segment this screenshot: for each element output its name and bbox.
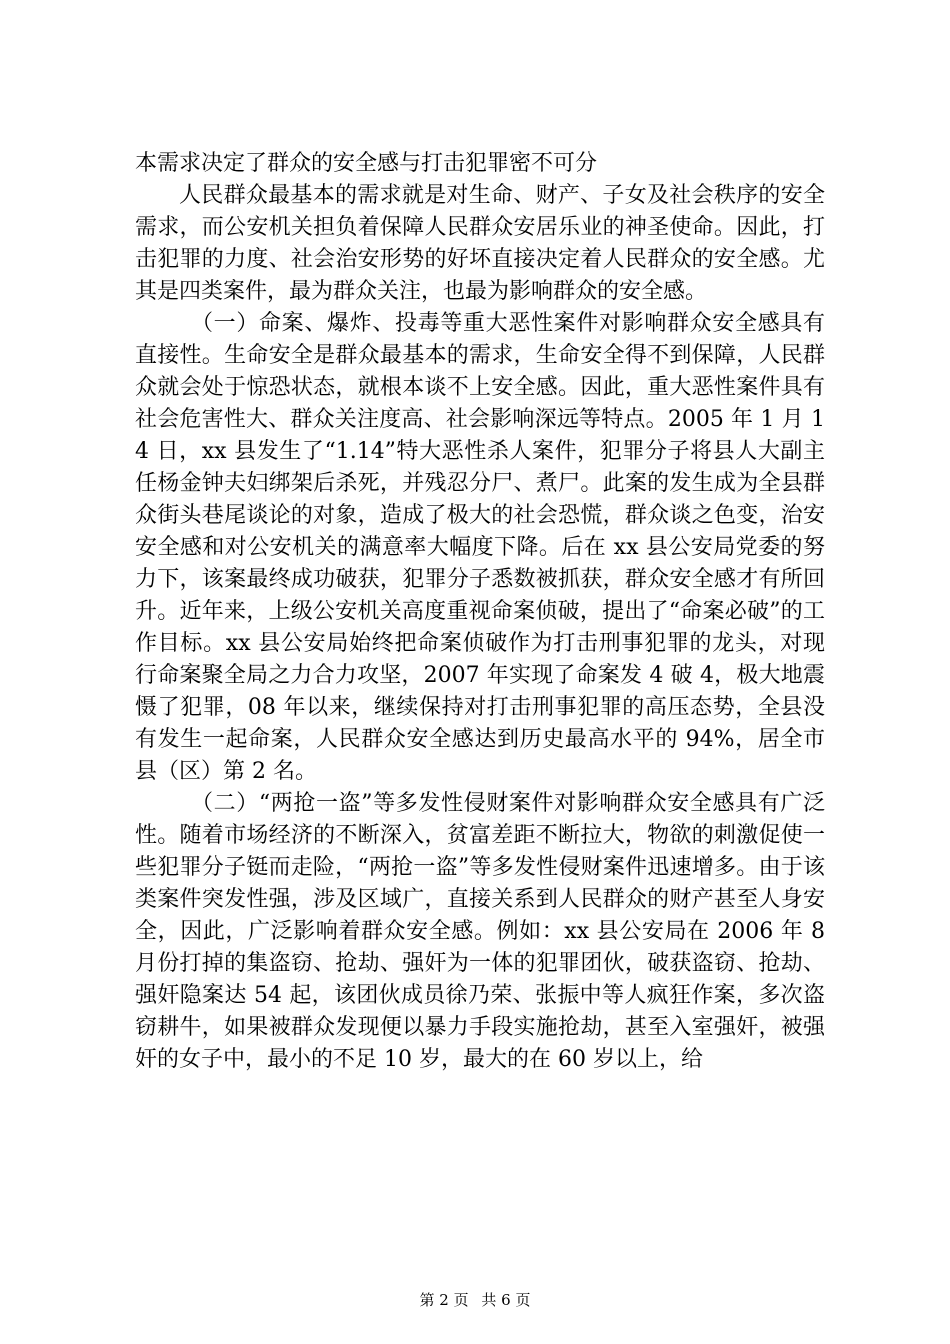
document-body: [135, 148, 825, 1076]
page-total: 共 6 页: [481, 1291, 531, 1309]
page-number: 第 2 页: [419, 1291, 469, 1309]
paragraph-continuation: 本需求决定了群众的安全感与打击犯罪密不可分: [135, 151, 598, 176]
paragraph-section-2: （二）“两抢一盗”等多发性侵财案件对影响群众安全感具有广泛性。随着市场经济的不断深入，贫富差距不断拉大，物欲的刺激促使一些犯罪分子铤而走险，“两抢一盗”等多发性侵财案件迅速增多。由于该类案件突发性强，涉及区域广，直接关系到人民群众的财产甚至人身安全，因此，广泛影响着群众安全感。例如：xx 县公安局在 2006 年 8 月份打掉的集盗窃、抢劫、强奸为一体的犯罪团伙，破获盗窃、抢劫、强奸隐案达 54 起，该团伙成员徐乃荣、张振中等人疯狂作案，多次盗窃耕牛，如果被群众发现便以暴力手段实施抢劫，甚至入室强奸，被强奸的女子中，最小的不足 10 岁，最大的在 60 岁以上，给: [135, 791, 825, 1072]
paragraph-section-1: （一）命案、爆炸、投毒等重大恶性案件对影响群众安全感具有直接性。生命安全是群众最基本的需求，生命安全得不到保障，人民群众就会处于惊恐状态，就根本谈不上安全感。因此，重大恶性案件具有社会危害性大、群众关注度高、社会影响深远等特点。2005 年 1 月 14 日，xx 县发生了“1.14”特大恶性杀人案件，犯罪分子将县人大副主任杨金钟夫妇绑架后杀死，并残忍分尸、煮尸。此案的发生成为全县群众街头巷尾谈论的对象，造成了极大的社会恐慌，群众谈之色变，治安安全感和对公安机关的满意率大幅度下降。后在 xx 县公安局党委的努力下，该案最终成功破获，犯罪分子悉数被抓获，群众安全感才有所回升。近年来，上级公安机关高度重视命案侦破，提出了“命案必破”的工作目标。xx 县公安局始终把命案侦破作为打击刑事犯罪的龙头，对现行命案聚全局之力合力攻坚，2007 年实现了命案发 4 破 4，极大地震慑了犯罪，08 年以来，继续保持对打击刑事犯罪的高压态势，全县没有发生一起命案，人民群众安全感达到历史最高水平的 94%，居全市县（区）第 2 名。: [135, 311, 825, 784]
page-footer: [0, 1290, 950, 1310]
paragraph-intro: 人民群众最基本的需求就是对生命、财产、子女及社会秩序的安全需求，而公安机关担负着保障人民群众安居乐业的神圣使命。因此，打击犯罪的力度、社会治安形势的好坏直接决定着人民群众的安全感。尤其是四类案件，最为群众关注，也最为影响群众的安全感。: [135, 183, 825, 304]
